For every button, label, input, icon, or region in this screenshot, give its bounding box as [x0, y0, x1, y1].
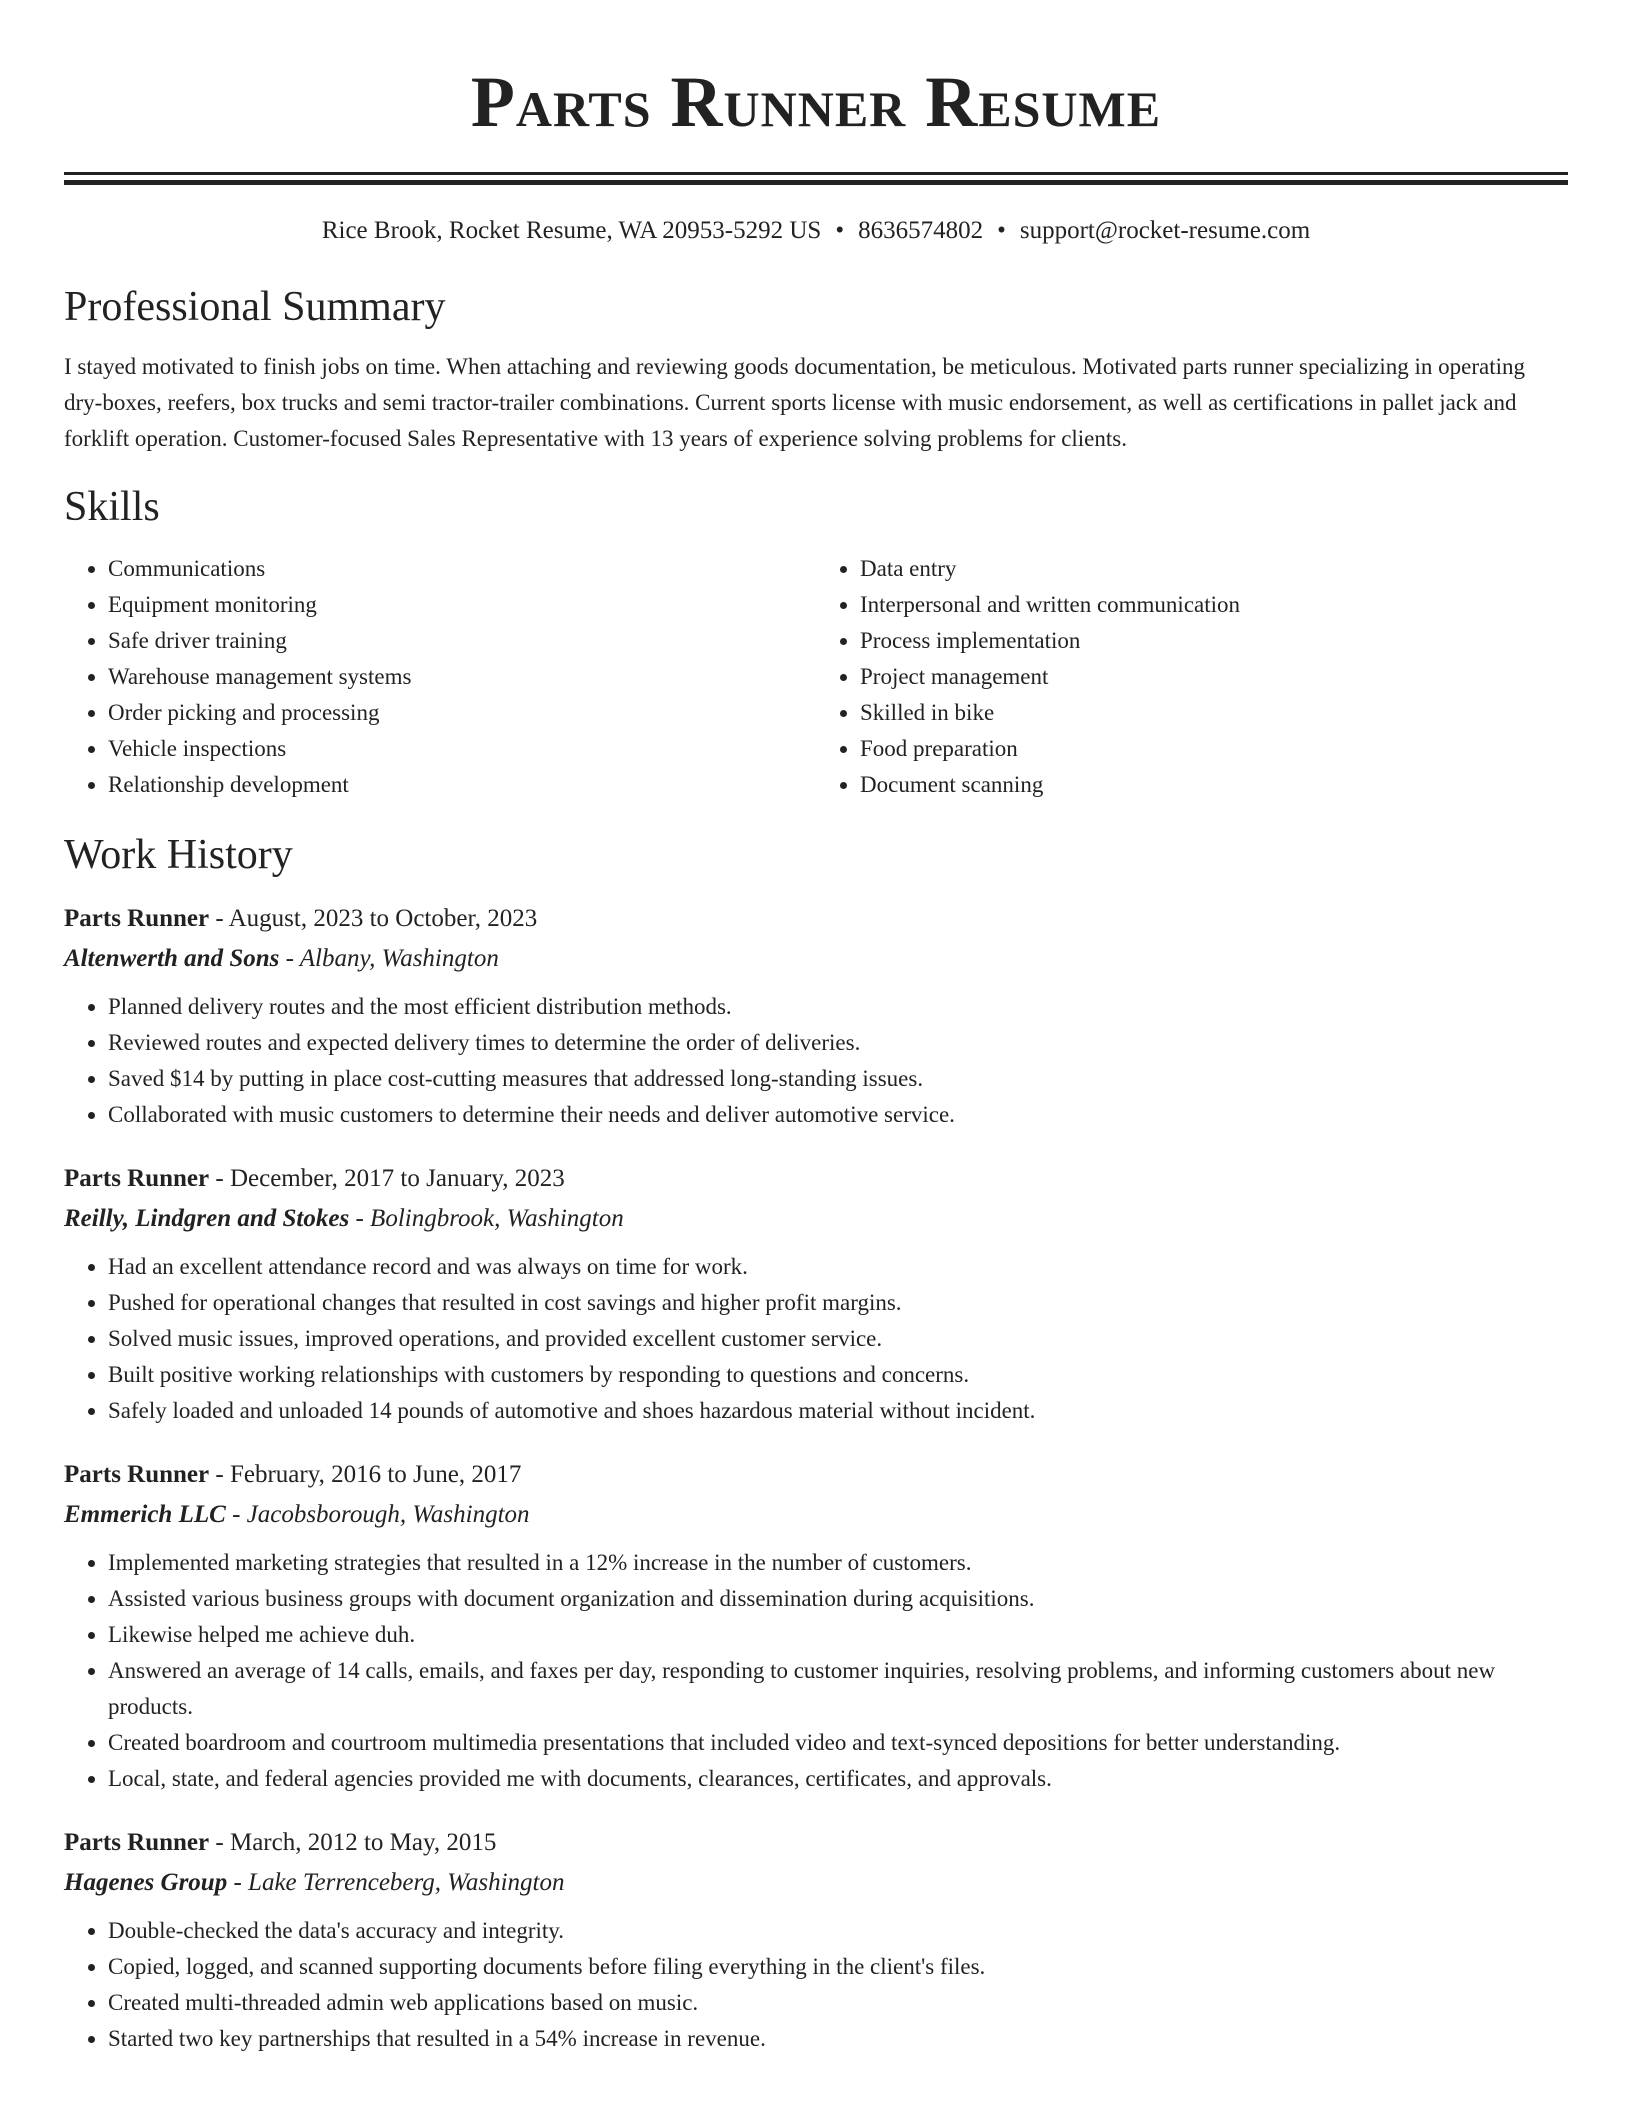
job-entry [64, 1823, 1568, 2057]
skill-item: • Data entry [860, 551, 1568, 587]
job-title-line [64, 1823, 1568, 1863]
contact-address: Rice Brook, Rocket Resume, WA 20953-5292 US [321, 217, 822, 244]
job-bullet: • Implemented marketing strategies that resulted in a 12% increase in the number of customers. [108, 1545, 1568, 1581]
job-location: - Lake Terrenceberg, Washington [227, 1869, 565, 1896]
skill-item: • Vehicle inspections [108, 731, 816, 767]
skill-item: • Document scanning [860, 767, 1568, 803]
job-entry [64, 1159, 1568, 1429]
job-title: Parts Runner [64, 1165, 210, 1192]
job-dates: - February, 2016 to June, 2017 [209, 1461, 522, 1488]
skill-item: • Relationship development [108, 767, 816, 803]
job-company-line [64, 1199, 1568, 1239]
job-bullets [64, 989, 1568, 1133]
job-bullet: • Created multi-threaded admin web applications based on music. [108, 1985, 1568, 2021]
job-dates: - March, 2012 to May, 2015 [209, 1829, 497, 1856]
job-company: Reilly, Lindgren and Stokes [64, 1205, 350, 1232]
summary-text: I stayed motivated to finish jobs on time. When attaching and reviewing goods documentation, be meticulous. Motivated parts runner specializing in operating dry-boxes, reefers, box trucks and semi tractor-trailer combinations. Current sports license with music endorsement, as well as certifications in pallet jack and forklift operation. Customer-focused Sales Representative with 13 years of experience solving problems for clients. [64, 354, 1526, 451]
skill-item: • Food preparation [860, 731, 1568, 767]
job-company-line [64, 1495, 1568, 1535]
job-entry [64, 1455, 1568, 1797]
job-title-line [64, 899, 1568, 939]
job-title: Parts Runner [64, 1461, 210, 1488]
skill-item: • Order picking and processing [108, 695, 816, 731]
skill-item: • Project management [860, 659, 1568, 695]
skill-item: • Process implementation [860, 623, 1568, 659]
skills-list [64, 551, 1568, 803]
skill-item: • Warehouse management systems [108, 659, 816, 695]
job-bullet: • Collaborated with music customers to determine their needs and deliver automotive service. [108, 1097, 1568, 1133]
job-title-line [64, 1159, 1568, 1199]
skill-item: • Equipment monitoring [108, 587, 816, 623]
job-title: Parts Runner [64, 1829, 210, 1856]
job-company: Altenwerth and Sons [64, 945, 280, 972]
skill-item: • Safe driver training [108, 623, 816, 659]
job-bullet: • Created boardroom and courtroom multimedia presentations that included video and text-synced depositions for better understanding. [108, 1725, 1568, 1761]
job-bullets [64, 1249, 1568, 1429]
job-bullets [64, 1913, 1568, 2057]
summary-heading: Professional Summary [64, 284, 446, 330]
title-divider [64, 172, 1568, 185]
contact-line [64, 215, 1568, 247]
job-bullet: • Planned delivery routes and the most efficient distribution methods. [108, 989, 1568, 1025]
skills-column-left [64, 551, 816, 803]
contact-phone: 8636574802 [858, 217, 984, 244]
job-title: Parts Runner [64, 905, 210, 932]
job-title-line [64, 1455, 1568, 1495]
job-company: Hagenes Group [64, 1869, 228, 1896]
job-bullet: • Copied, logged, and scanned supporting documents before filing everything in the client's files. [108, 1949, 1568, 1985]
job-company: Emmerich LLC [64, 1501, 226, 1528]
skills-heading: Skills [64, 484, 160, 530]
job-dates: - December, 2017 to January, 2023 [209, 1165, 565, 1192]
job-bullet: • Reviewed routes and expected delivery times to determine the order of deliveries. [108, 1025, 1568, 1061]
job-bullet: • Solved music issues, improved operations, and provided excellent customer service. [108, 1321, 1568, 1357]
job-location: - Albany, Washington [279, 945, 499, 972]
job-bullet: • Likewise helped me achieve duh. [108, 1617, 1568, 1653]
page-title: Parts Runner Resume [470, 62, 1162, 142]
job-bullet: • Local, state, and federal agencies provided me with documents, clearances, certificates, and approvals. [108, 1761, 1568, 1797]
job-company-line [64, 1863, 1568, 1903]
job-bullets [64, 1545, 1568, 1797]
job-bullet: • Saved $14 by putting in place cost-cutting measures that addressed long-standing issues. [108, 1061, 1568, 1097]
skill-item: • Skilled in bike [860, 695, 1568, 731]
job-bullet: • Safely loaded and unloaded 14 pounds of automotive and shoes hazardous material without incident. [108, 1393, 1568, 1429]
job-location: - Jacobsborough, Washington [225, 1501, 530, 1528]
job-bullet: • Answered an average of 14 calls, emails, and faxes per day, responding to customer inquiries, resolving problems, and informing customers about new products. [108, 1653, 1568, 1725]
skills-column-right [816, 551, 1568, 803]
job-bullet: • Started two key partnerships that resulted in a 54% increase in revenue. [108, 2021, 1568, 2057]
job-entry [64, 899, 1568, 1133]
skill-item: • Interpersonal and written communication [860, 587, 1568, 623]
job-company-line [64, 939, 1568, 979]
work-history-heading: Work History [64, 832, 293, 878]
contact-separator: • [997, 217, 1006, 244]
job-bullet: • Had an excellent attendance record and was always on time for work. [108, 1249, 1568, 1285]
contact-email: support@rocket-resume.com [1019, 217, 1311, 244]
skill-item: • Communications [108, 551, 816, 587]
job-bullet: • Built positive working relationships with customers by responding to questions and concerns. [108, 1357, 1568, 1393]
job-bullet: • Double-checked the data's accuracy and integrity. [108, 1913, 1568, 1949]
job-dates: - August, 2023 to October, 2023 [209, 905, 538, 932]
job-location: - Bolingbrook, Washington [349, 1205, 624, 1232]
contact-separator: • [835, 217, 845, 244]
job-bullet: • Pushed for operational changes that resulted in cost savings and higher profit margins. [108, 1285, 1568, 1321]
job-bullet: • Assisted various business groups with document organization and dissemination during acquisitions. [108, 1581, 1568, 1617]
